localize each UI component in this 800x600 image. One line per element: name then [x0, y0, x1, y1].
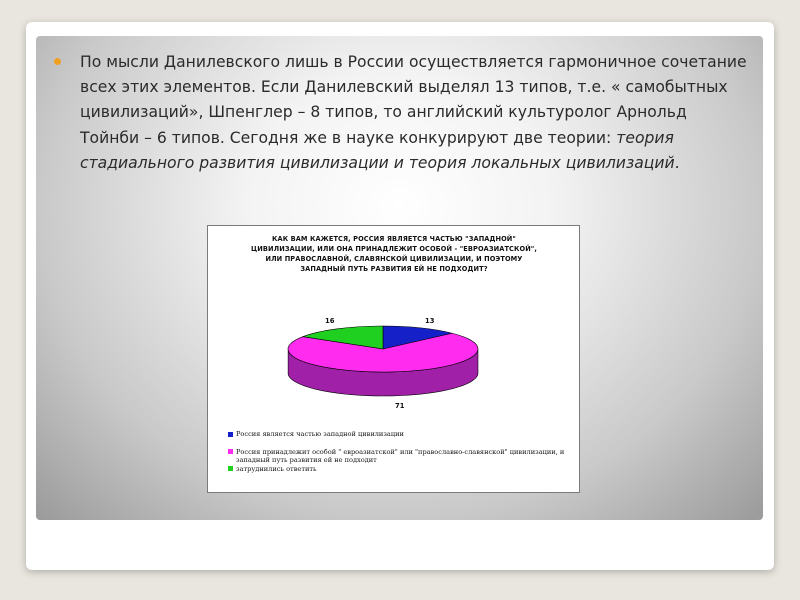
legend-item [228, 448, 566, 465]
bullet-icon [54, 58, 61, 65]
chart-legend [228, 430, 573, 473]
legend-item [228, 430, 573, 439]
legend-label: затруднились ответить [236, 464, 317, 473]
pie-value-label: 71 [395, 402, 405, 410]
legend-swatch-green [228, 466, 233, 471]
paragraph-italic: теория стадиального развития цивилизации и теория локальных цивилизаций [80, 128, 675, 172]
legend-swatch-magenta [228, 449, 233, 454]
paragraph-end: . [674, 153, 680, 172]
legend-label: Россия является частью западной цивилизации [236, 430, 404, 438]
pie-value-label: 13 [425, 317, 435, 325]
pie-value-label: 16 [325, 317, 335, 325]
pie-chart [207, 225, 580, 493]
paragraph-plain: По мысли Данилевского лишь в России осуществляется гармоничное сочетание всех этих элементов. Если Данилевский выделял 13 типов, т.е. « самобытных цивилизаций», Шпенглер – 8 типов, то английский культуролог Арнольд Тойнби – 6 типов. Сегодня же в науке конкурируют две теории: [80, 53, 747, 147]
legend-label: Россия принадлежит особой " евроазиатской" или "православно-славянской" цивилизации, и западный путь развития ей не подходит [236, 447, 565, 464]
legend-swatch-blue [228, 432, 233, 437]
legend-item [228, 465, 573, 474]
chart-title: КАК ВАМ КАЖЕТСЯ, РОССИЯ ЯВЛЯЕТСЯ ЧАСТЬЮ "ЗАПАДНОЙ" ЦИВИЛИЗАЦИИ, ИЛИ ОНА ПРИНАДЛЕЖИТ ОСОБОЙ - "ЕВРОАЗИАТСКОЙ", ИЛИ ПРАВОСЛАВНОЙ, СЛАВЯНСКОЙ ЦИВИЛИЗАЦИИ, И ПОЭТОМУ ЗАПАДНЫЙ ПУТЬ РАЗВИТИЯ ЕЙ НЕ ПОДХОДИТ? [251, 235, 537, 273]
slide-paragraph [80, 50, 750, 176]
